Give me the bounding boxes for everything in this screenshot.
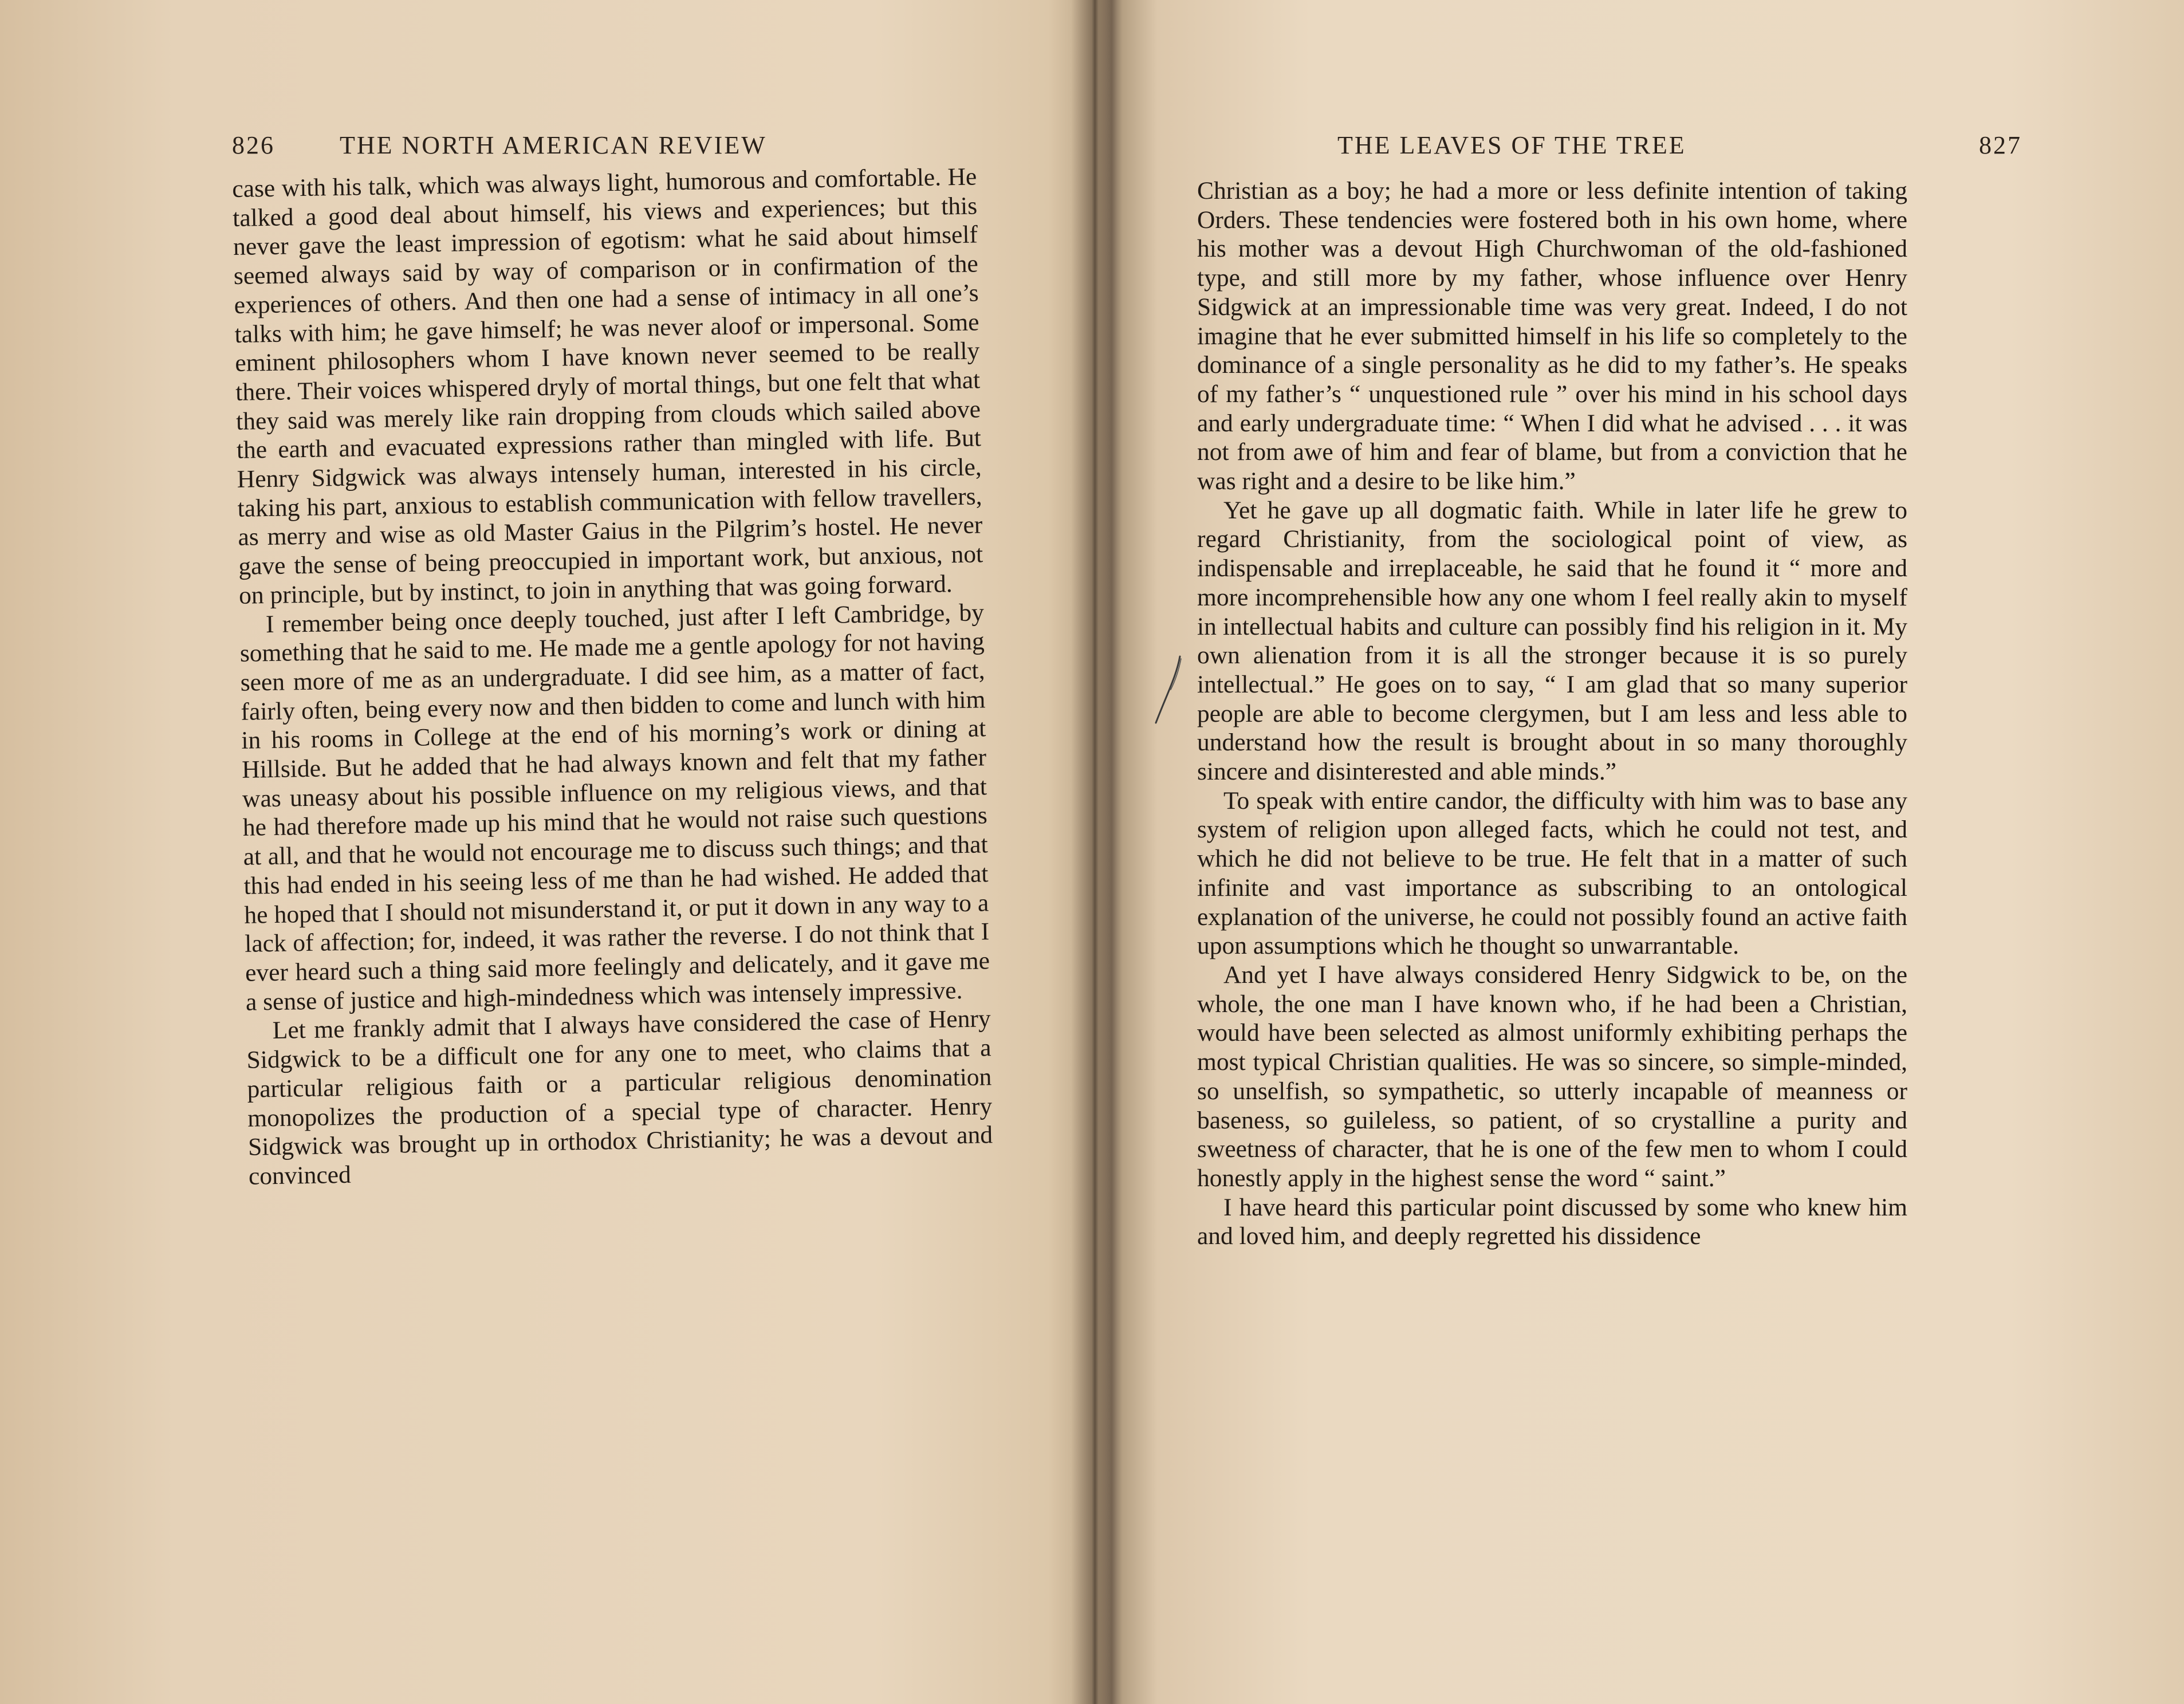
paragraph: To speak with entire candor, the difficulty with him was to base any system of religion upon alleged facts, which he could not test, and which he did not believe to be true. He felt that in a matter of such infinite and vast importance as subscribing to an ontological explanation of the universe, he could not possibly found an active faith upon assumptions which he thought so unwarrantable.	[1197, 786, 1907, 960]
running-title: THE NORTH AMERICAN REVIEW	[340, 131, 767, 159]
paragraph: Yet he gave up all dogmatic faith. While in later life he grew to regard Christianity, from the sociological point of view, as indispensable and irreplaceable, he said that he found it “ more and more incomprehensible how any one whom I feel really akin to myself in intellectual habits and culture can possibly find his religion in it. My own alienation from it is all the stronger because it is so purely intellectual.” He goes on to say, “ I am glad that so many superior people are able to become clergymen, but I am less and less able to understand how the result is brought about in so many thoroughly sincere and disinterested and able minds.”	[1197, 496, 1907, 786]
paragraph: Christian as a boy; he had a more or less definite intention of taking Orders. These tendencies were fostered both in his own home, where his mother was a devout High Churchwoman of the old-fashioned type, and still more by my father, whose influence over Henry Sidgwick at an impressionable time was very great. Indeed, I do not imagine that he ever submitted himself in his life so completely to the dominance of a single personality as he did to my father’s. He speaks of my father’s “ unquestioned rule ” over his mind in his school days and early undergraduate time: “ When I did what he advised . . . it was not from awe of him and fear of blame, but from a conviction that he was right and a desire to be like him.”	[1197, 177, 1907, 495]
paragraph: I have heard this particular point discussed by some who knew him and loved him, and deeply regretted his dissidence	[1197, 1193, 1907, 1250]
paragraph: And yet I have always considered Henry Sidgwick to be, on the whole, the one man I have known who, if he had been a Christian, would have been selected as almost uniformly exhibiting perhaps the most typical Christian qualities. He was so sincere, so simple-minded, so unselfish, so sympathetic, so utterly incapable of meanness or baseness, so guileless, so patient, of so crystalline a purity and sweetness of character, that he is one of the few men to whom I could honestly apply in the highest sense the word “ saint.”	[1197, 961, 1907, 1192]
body-text-left	[232, 162, 993, 1191]
pencil-margin-mark-icon	[1150, 653, 1190, 727]
running-title: THE LEAVES OF THE TREE	[1337, 131, 1686, 159]
page-number: 827	[1979, 131, 2022, 159]
paragraph: Let me frankly admit that I always have considered the case of Henry Sidgwick to be a difficult one for any one to meet, who claims that a particular religious faith or a particular religious denomination monopolizes the production of a special type of character. Henry Sidgwick was brought up in orthodox Christianity; he was a devout and convinced	[246, 1005, 993, 1190]
right-page	[1105, 0, 2184, 1704]
paragraph: case with his talk, which was always light, humorous and comfortable. He talked a good deal about himself, his views and experiences; but this never gave the least impression of egotism: what he said about himself seemed always said by way of comparison or in confirmation of the experiences of others. And then one had a sense of intimacy in all one’s talks with him; he gave himself; he was never aloof or impersonal. Some eminent philosophers whom I have known never seemed to be really there. Their voices whispered dryly of mortal things, but one felt that what they said was merely like rain dropping from clouds which sailed above the earth and evacuated expressions rather than mingled with life. But Henry Sidgwick was always intensely human, interested in his circle, taking his part, anxious to establish communication with fellow travellers, as merry and wise as old Master Gaius in the Pilgrim’s hostel. He never gave the sense of being preoccupied in important work, but anxious, not on principle, but by instinct, to join in anything that was going forward.	[232, 163, 983, 609]
paragraph: I remember being once deeply touched, just after I left Cambridge, by something that he said to me. He made me a gentle apology for not having seen more of me as an undergraduate. I did see him, as a matter of fact, fairly often, being every now and then bidden to come and lunch with him in his rooms in College at the end of his morning’s work or dining at Hillside. But he added that he had always known and felt that my father was uneasy about his possible influence on my religious views, and that he had therefore made up his mind that he would not raise such questions at all, and that he would not encourage me to discuss such things; and that this had ended in his seeing less of me than he had wished. He added that he hoped that I should not misunderstand it, or put it down in any way to a lack of affection; for, indeed, it was rather the reverse. I do not think that I ever heard such a thing said more feelingly and delicately, and it gave me a sense of justice and high-mindedness which was intensely impressive.	[239, 598, 990, 1016]
left-page	[0, 0, 1077, 1704]
body-text-right	[1197, 176, 1907, 1251]
page-number: 826	[232, 131, 275, 159]
running-head-right	[1337, 131, 2022, 171]
